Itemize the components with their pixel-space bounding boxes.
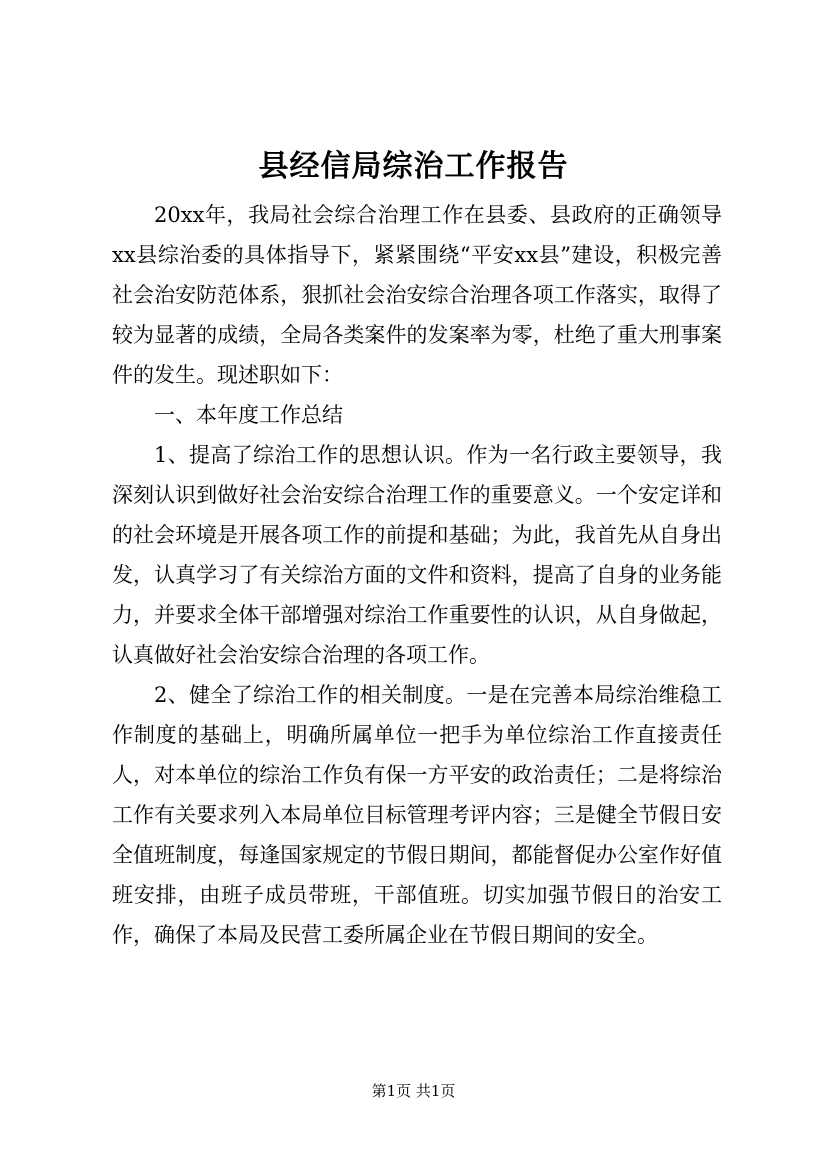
paragraph-item-2: 2、健全了综治工作的相关制度。一是在完善本局综治维稳工作制度的基础上，明确所属单位一把手为单位综治工作直接责任人，对本单位的综治工作负有保一方平安的政治责任；二是将综治工作有关要求列入本局单位目标管理考评内容；三是健全节假日安全值班制度，每逢国家规定的节假日期间，都能督促办公室作好值班安排，由班子成员带班，干部值班。切实加强节假日的治安工作，确保了本局及民营工委所属企业在节假日期间的安全。 [112,683,722,947]
paragraph-intro: 20xx年，我局社会综合治理工作在县委、县政府的正确领导xx县综治委的具体指导下，紧紧围绕“平安xx县”建设，积极完善社会治安防范体系，狠抓社会治安综合治理各项工作落实，取得了较为显著的成绩，全局各类案件的发案率为零，杜绝了重大刑事案件的发生。现述职如下： [112,203,722,387]
paragraph-item-1: 1、提高了综治工作的思想认识。作为一名行政主要领导，我深刻认识到做好社会治安综合治理工作的重要意义。一个安定详和的社会环境是开展各项工作的前提和基础；为此，我首先从自身出发，认真学习了有关综治方面的文件和资料，提高了自身的业务能力，并要求全体干部增强对综治工作重要性的认识，从自身做起，认真做好社会治安综合治理的各项工作。 [112,443,722,667]
document-title: 县经信局综治工作报告 [258,149,569,184]
page-footer: 第1页 共1页 [371,1082,456,1100]
section-heading: 一、本年度工作总结 [154,403,343,427]
document-body [112,195,722,955]
